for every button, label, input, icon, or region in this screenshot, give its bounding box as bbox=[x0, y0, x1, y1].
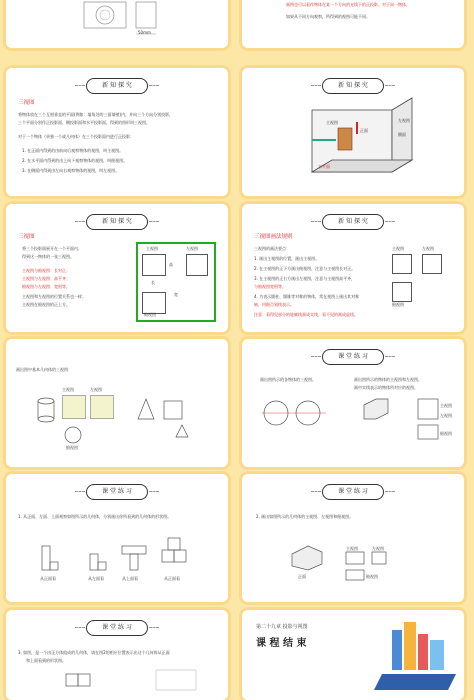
caption: 从正面看 bbox=[40, 576, 56, 581]
slide-three-views-layout bbox=[6, 204, 228, 332]
note: 注意：看得见部分的轮廓线画成实线，看不见的画成虚线。 bbox=[254, 312, 358, 317]
front-plane-label: 正面 bbox=[360, 128, 368, 133]
front-view-box bbox=[392, 254, 412, 274]
solids-drawing bbox=[6, 339, 228, 467]
left-view-label: 左视图 bbox=[90, 387, 102, 392]
paragraph: 3. 如图，是一个由正方体组成的几何体，请在图2的相应位置表示出这个几何体从正面 bbox=[18, 650, 170, 655]
step: 3. 在主视图的正右方画出左视图，注意与主视图高平齐， bbox=[254, 276, 356, 281]
side-plane-label: 侧面 bbox=[398, 132, 406, 137]
paragraph: 得到这一物体的一张三视图。 bbox=[22, 254, 74, 259]
text-line-1: 画图也可以看作物体在某一个方向的光线下的正投影。对于同一物体， bbox=[286, 2, 410, 7]
front-view-label: 主视图 bbox=[62, 387, 74, 392]
chapter-line: 第二十九章 投影与视图 bbox=[256, 624, 308, 630]
height-label: 高 bbox=[169, 262, 173, 267]
left-view-label: 左视图 bbox=[398, 118, 410, 123]
caption: 从正面看 bbox=[164, 576, 180, 581]
slide-three-views-intro bbox=[6, 68, 228, 196]
heading: 三视图画法规则 bbox=[254, 234, 293, 240]
heading: 三视图 bbox=[18, 234, 35, 240]
bullet: 1. 在正面内得到的由前向后观察物体的视图，叫主视图。 bbox=[22, 148, 124, 153]
paragraph: 对于一个物体（单独一个或几何体）在三个投影面内进行正投影： bbox=[18, 134, 134, 139]
front-view-shape bbox=[62, 395, 86, 419]
bullet: 3. 在侧面内得到由左向右观察物体的视图，叫左视图。 bbox=[22, 168, 120, 173]
caption: 从上面看 bbox=[122, 576, 138, 581]
paragraph: 和上面看到的形状图。 bbox=[26, 658, 66, 663]
caption: 从左面看 bbox=[88, 576, 104, 581]
section-pill: 课 堂 练 习 bbox=[322, 484, 384, 500]
top-view-label: 俯视图 bbox=[144, 312, 156, 317]
paragraph: 画中实线表示的物体所对应的视图。 bbox=[354, 385, 418, 390]
section-pill: 课 堂 练 习 bbox=[86, 484, 148, 500]
camera-drawing bbox=[6, 0, 228, 48]
bullet: 2. 在水平面内得到的由上向下观察物体的视图，叫俯视图。 bbox=[22, 158, 128, 163]
slide-practice-2 bbox=[6, 474, 228, 602]
left-view-box bbox=[422, 254, 442, 274]
paragraph: 画出图所示的各物体的三视图。 bbox=[260, 377, 316, 382]
slide-practice-3 bbox=[242, 474, 464, 602]
width-label: 宽 bbox=[174, 292, 178, 297]
slide-course-end bbox=[242, 610, 464, 700]
slide-practice-4 bbox=[6, 610, 228, 700]
slide-camera bbox=[6, 0, 228, 48]
top-view-label: 俯视图 bbox=[392, 302, 404, 307]
rule: 主视图与俯视图：长对正； bbox=[22, 268, 70, 273]
front-view-box bbox=[142, 254, 166, 276]
section-pill: 新 知 探 究 bbox=[322, 78, 384, 94]
left-view-box bbox=[186, 254, 208, 276]
front-view-label: 主视图 bbox=[392, 246, 404, 251]
caption: 正面 bbox=[298, 574, 306, 579]
heading: 三视图 bbox=[18, 100, 35, 106]
horizontal-plane-label: 水平面 bbox=[318, 164, 330, 169]
top-view-label: 俯视图 bbox=[66, 445, 78, 450]
top-view-box bbox=[392, 282, 412, 302]
step: 与俯视图宽相等。 bbox=[254, 284, 286, 289]
left-view-label: 左视图 bbox=[186, 246, 198, 251]
step: 轴，用细点划线表示。 bbox=[254, 302, 294, 307]
caption: 主视图 bbox=[346, 546, 358, 551]
paragraph: 1. 从正面、左面、上面观察如图所示的几何体，分别画出你所看到的几何体的形状图。 bbox=[18, 514, 172, 519]
slide-projection-box bbox=[242, 68, 464, 196]
paragraph: 画出图所示的物体的主视图和左视图。 bbox=[354, 377, 422, 382]
front-view-label: 主视图 bbox=[440, 403, 452, 408]
section-pill: 课 堂 练 习 bbox=[86, 620, 148, 636]
left-view-label: 左视图 bbox=[440, 413, 452, 418]
paragraph: 将三个投影面展开在一个平面内， bbox=[22, 246, 82, 251]
section-pill: 课 堂 练 习 bbox=[322, 349, 384, 365]
rule: 俯视图与左视图：宽相等。 bbox=[22, 284, 70, 289]
front-view-label: 主视图 bbox=[326, 120, 338, 125]
slide-practice-1 bbox=[242, 339, 464, 467]
section-pill: 新 知 探 究 bbox=[86, 214, 148, 230]
left-view-shape bbox=[90, 395, 114, 419]
section-pill: 新 知 探 究 bbox=[86, 78, 148, 94]
rule: 主视图与左视图：高平齐； bbox=[22, 276, 70, 281]
text-line-2: 如果从不同方向观察，所得到的视图可能不同。 bbox=[286, 14, 370, 19]
step: 1. 画出主视图的位置，画出主视图。 bbox=[254, 256, 320, 261]
slide-basic-solids bbox=[6, 339, 228, 467]
paragraph: 2. 画出如图所示的几何体的主视图、左视图和俯视图。 bbox=[256, 514, 354, 519]
end-title: 课 程 结 束 bbox=[256, 638, 307, 649]
slide-drawing-rules bbox=[242, 204, 464, 332]
paragraph: 三视图的画法要点： bbox=[254, 246, 290, 251]
paragraph: 三个平面分别作正投影面、侧投影面和水平投影面，得到的图形叫三视图。 bbox=[18, 120, 150, 125]
top-view-box bbox=[142, 292, 166, 314]
dimension-label: 50mm bbox=[138, 30, 151, 35]
rule: 主视图和左视图的位置关系也一样； bbox=[22, 294, 86, 299]
paragraph: 将物体放在三个互相垂直的平面(例如：墙角处的三面墙壁)内，并向三个方向分别投影， bbox=[18, 112, 174, 117]
section-pill: 新 知 探 究 bbox=[322, 214, 384, 230]
caption: 俯视图 bbox=[366, 574, 378, 579]
left-view-label: 左视图 bbox=[422, 246, 434, 251]
slide-title: 画出图中基本几何体的三视图： bbox=[16, 367, 72, 372]
rule: 主视图在俯视图的正上方。 bbox=[22, 302, 70, 307]
length-label: 长 bbox=[151, 280, 155, 285]
caption: 左视图 bbox=[372, 546, 384, 551]
slide-text bbox=[242, 0, 464, 48]
step: 4. 为表示圆柱、圆锥等对称的物体，常在视图上画出其对称 bbox=[254, 294, 360, 299]
step: 2. 在主视图的正下方画出俯视图，注意与主视图长对正。 bbox=[254, 266, 356, 271]
top-view-label: 俯视图 bbox=[440, 431, 452, 436]
front-view-label: 主视图 bbox=[146, 246, 158, 251]
